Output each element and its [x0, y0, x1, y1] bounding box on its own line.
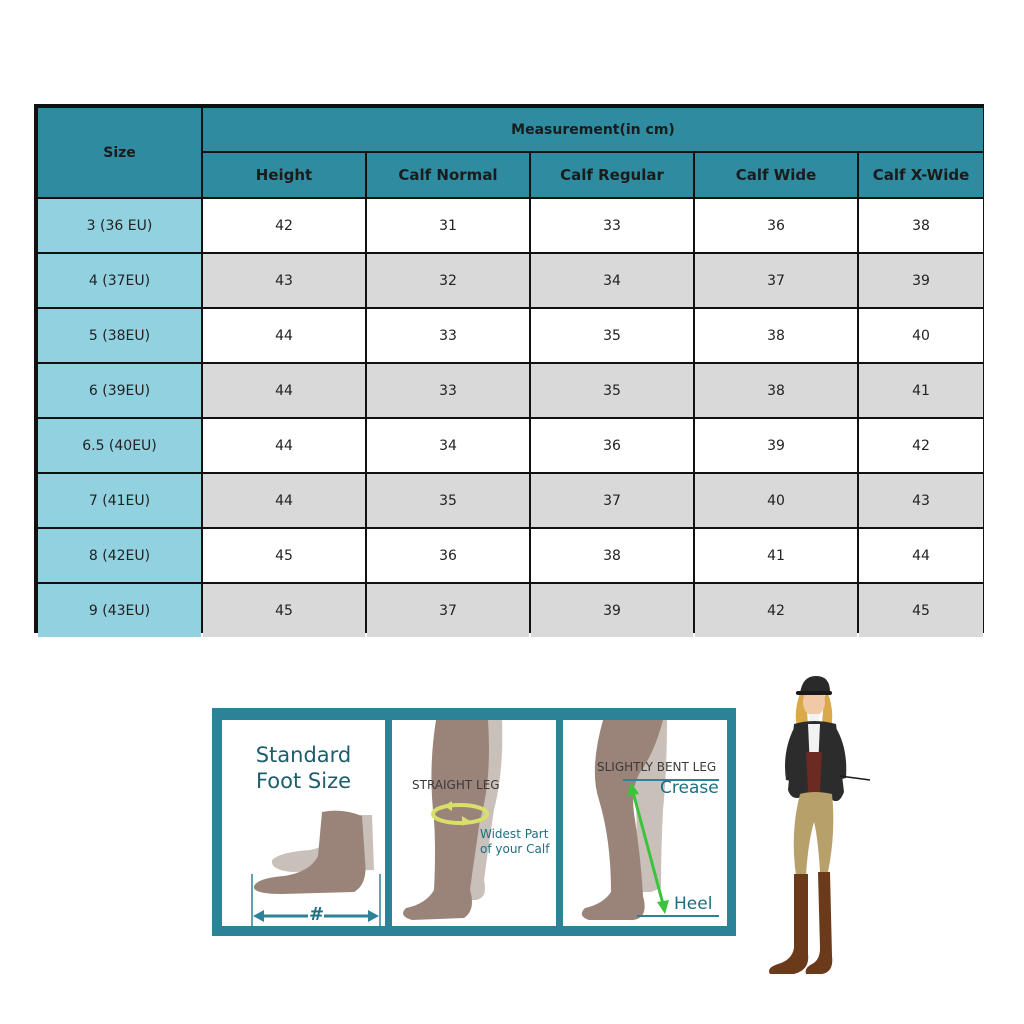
- foot-size-title-line2: Foot Size: [255, 769, 352, 793]
- measurement-cell: 40: [859, 309, 983, 362]
- calf-note-line1: Widest Part: [480, 827, 549, 841]
- foot-size-panel: [222, 720, 385, 926]
- measurement-cell: 39: [859, 254, 983, 307]
- measurement-cell: 42: [695, 584, 857, 637]
- measurement-cell: 38: [695, 364, 857, 417]
- height-measure-panel: [563, 720, 727, 926]
- foot-illustration: [222, 720, 385, 926]
- measurement-cell: 39: [695, 419, 857, 472]
- column-header-calf-x-wide: Calf X-Wide: [859, 153, 983, 197]
- size-cell: 7 (41EU): [38, 474, 201, 527]
- measurement-cell: 37: [367, 584, 529, 637]
- calf-note-line2: of your Calf: [480, 842, 550, 856]
- measurement-cell: 44: [203, 474, 365, 527]
- measurement-cell: 33: [367, 364, 529, 417]
- size-cell: 8 (42EU): [38, 529, 201, 582]
- measurement-cell: 42: [859, 419, 983, 472]
- measurement-cell: 36: [695, 199, 857, 252]
- measurement-cell: 44: [203, 419, 365, 472]
- measurement-cell: 43: [859, 474, 983, 527]
- measurement-cell: 36: [531, 419, 693, 472]
- measurement-cell: 38: [531, 529, 693, 582]
- measurement-cell: 35: [531, 309, 693, 362]
- measurement-cell: 32: [367, 254, 529, 307]
- measurement-cell: 31: [367, 199, 529, 252]
- straight-leg-illustration: [392, 720, 556, 926]
- measurement-cell: 44: [859, 529, 983, 582]
- measurement-cell: 37: [695, 254, 857, 307]
- measurement-header: Measurement(in cm): [203, 108, 983, 151]
- measurement-cell: 45: [859, 584, 983, 637]
- calf-measure-panel: [392, 720, 556, 926]
- measurement-cell: 35: [367, 474, 529, 527]
- crease-label: Crease: [660, 778, 719, 798]
- column-header-height: Height: [203, 153, 365, 197]
- foot-size-title-line1: Standard: [255, 743, 352, 767]
- measurement-cell: 39: [531, 584, 693, 637]
- size-cell: 6 (39EU): [38, 364, 201, 417]
- measurement-cell: 37: [531, 474, 693, 527]
- heel-label: Heel: [674, 894, 713, 914]
- size-cell: 5 (38EU): [38, 309, 201, 362]
- measurement-cell: 43: [203, 254, 365, 307]
- straight-leg-label: STRAIGHT LEG: [412, 778, 500, 792]
- measurement-cell: 45: [203, 584, 365, 637]
- measurement-cell: 44: [203, 364, 365, 417]
- size-chart-table: [34, 104, 984, 633]
- measurement-cell: 42: [203, 199, 365, 252]
- size-cell: 3 (36 EU): [38, 199, 201, 252]
- measurement-cell: 34: [531, 254, 693, 307]
- column-header-calf-wide: Calf Wide: [695, 153, 857, 197]
- measurement-cell: 38: [695, 309, 857, 362]
- size-cell: 6.5 (40EU): [38, 419, 201, 472]
- measurement-cell: 41: [859, 364, 983, 417]
- bent-leg-label: SLIGHTLY BENT LEG: [597, 760, 717, 774]
- column-header-calf-normal: Calf Normal: [367, 153, 529, 197]
- size-cell: 4 (37EU): [38, 254, 201, 307]
- measurement-cell: 40: [695, 474, 857, 527]
- column-header-calf-regular: Calf Regular: [531, 153, 693, 197]
- measurement-cell: 33: [367, 309, 529, 362]
- measurement-cell: 45: [203, 529, 365, 582]
- foot-size-marker: #: [309, 904, 325, 925]
- measurement-guide: [212, 708, 736, 936]
- equestrian-rider-illustration: [748, 672, 878, 984]
- measurement-cell: 33: [531, 199, 693, 252]
- measurement-cell: 38: [859, 199, 983, 252]
- size-cell: 9 (43EU): [38, 584, 201, 637]
- size-header: Size: [38, 108, 201, 197]
- measurement-cell: 35: [531, 364, 693, 417]
- measurement-cell: 36: [367, 529, 529, 582]
- measurement-cell: 44: [203, 309, 365, 362]
- measurement-cell: 34: [367, 419, 529, 472]
- measurement-cell: 41: [695, 529, 857, 582]
